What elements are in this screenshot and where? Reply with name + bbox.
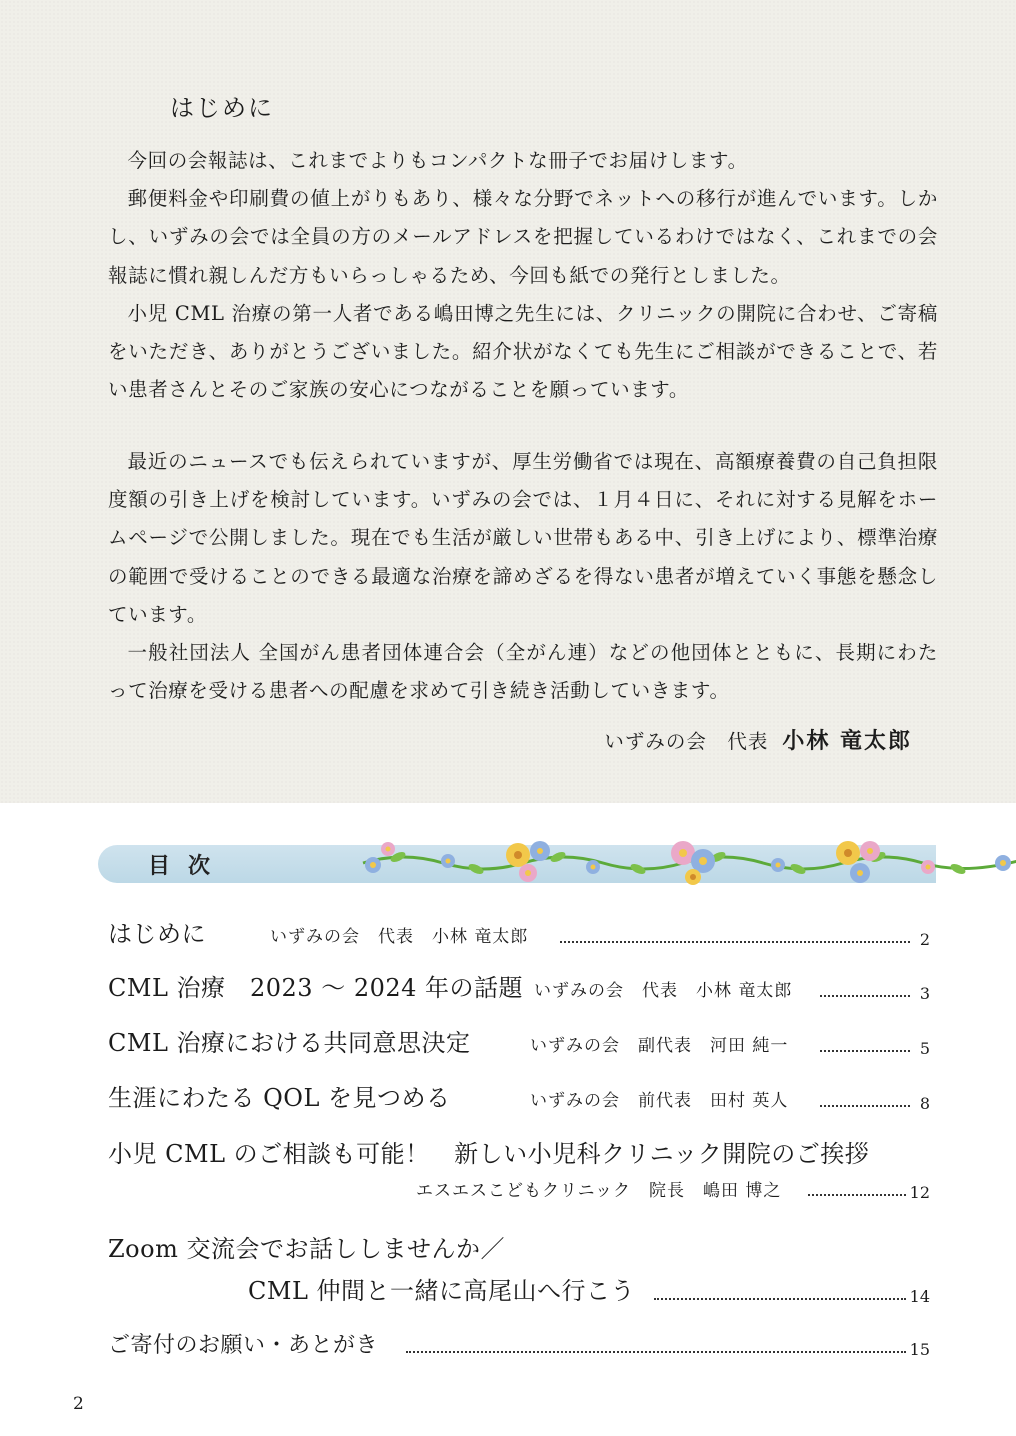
toc-entry-page: 5 xyxy=(919,1039,930,1058)
intro-line: 今回の会報誌は、これまでよりもコンパクトな冊子でお届けします。 xyxy=(127,149,748,172)
toc-entry-page: 8 xyxy=(919,1094,930,1113)
signature-name: 小林 竜太郎 xyxy=(782,728,912,754)
toc-entry-title: CML 治療 2023 ～ 2024 年の話題 xyxy=(108,974,524,1002)
toc-entry[interactable] xyxy=(108,967,930,1007)
intro-line: 小児 CML 治療の第一人者である嶋田博之先生には、クリニックの開院に合わせ、ご寄稿をいただき、ありがとうございました。紹介状がなくても先生にご相談ができることで、若い患者さんとそのご家族の安心につながることを願っています。 xyxy=(108,301,938,402)
flower-vine-decoration xyxy=(358,837,1016,889)
toc-leader-dots xyxy=(820,995,910,997)
toc-leader-dots xyxy=(654,1298,906,1300)
toc-entry[interactable] xyxy=(108,1323,930,1363)
toc-entry[interactable] xyxy=(108,1175,930,1205)
toc-entry-title: Zoom 交流会でお話ししませんか／ xyxy=(108,1235,505,1263)
toc-entry-author: いずみの会 前代表 田村 英人 xyxy=(530,1091,789,1111)
toc-entry-author: いずみの会 代表 小林 竜太郎 xyxy=(534,981,793,1001)
page-number: 2 xyxy=(73,1394,84,1414)
signature-org: いずみの会 代表 xyxy=(604,730,769,753)
toc-entry-author: いずみの会 副代表 河田 純一 xyxy=(530,1036,789,1056)
toc-entry-page: 3 xyxy=(919,984,930,1003)
toc-entry-page: 15 xyxy=(909,1340,930,1359)
toc-entry-page: 12 xyxy=(909,1183,930,1202)
toc-leader-dots xyxy=(560,941,910,943)
toc-entry-title: 小児 CML のご相談も可能！ 新しい小児科クリニック開院のご挨拶 xyxy=(108,1140,870,1168)
toc-entry-author: いずみの会 代表 小林 竜太郎 xyxy=(270,927,529,947)
toc-entry[interactable] xyxy=(108,1270,930,1310)
toc-leader-dots xyxy=(820,1050,910,1052)
toc-entry[interactable] xyxy=(108,913,930,953)
toc-entry-title-line[interactable] xyxy=(108,1133,930,1173)
intro-heading: はじめに xyxy=(170,94,274,122)
toc-entry-title: ご寄付のお願い・あとがき xyxy=(108,1333,379,1358)
intro-line: 最近のニュースでも伝えられていますが、厚生労働省では現在、高額療養費の自己負担限度額の引き上げを検討しています。いずみの会では、１月４日に、それに対する見解をホームページで公開しました。現在でも生活が厳しい世帯もある中、引き上げにより、標準治療の範囲で受けることのできる最適な治療を諦めざるを得ない患者が増えていく事態を懸念しています。 xyxy=(108,450,938,626)
toc-entry-page: 2 xyxy=(919,930,930,949)
toc-leader-dots xyxy=(406,1351,906,1353)
intro-paragraph-1 xyxy=(108,142,938,409)
toc-entry-title: CML 治療における共同意思決定 xyxy=(108,1029,471,1057)
toc-entry[interactable] xyxy=(108,1077,930,1117)
toc-leader-dots xyxy=(808,1194,906,1196)
toc-entry-title-line[interactable] xyxy=(108,1228,930,1268)
toc-title: 目次 xyxy=(148,854,229,879)
signature xyxy=(604,724,912,755)
toc-entry[interactable] xyxy=(108,1022,930,1062)
toc-leader-dots xyxy=(820,1105,910,1107)
intro-line: 一般社団法人 全国がん患者団体連合会（全がん連）などの他団体とともに、長期にわたって治療を受ける患者への配慮を求めて引き続き活動していきます。 xyxy=(108,641,938,703)
toc-header-bar xyxy=(98,845,936,883)
toc-entry-title: 生涯にわたる QOL を見つめる xyxy=(108,1084,451,1112)
toc-entry-author: エスエスこどもクリニック 院長 嶋田 博之 xyxy=(416,1181,782,1201)
toc-entry-title: はじめに xyxy=(108,920,206,948)
intro-line: 郵便料金や印刷費の値上がりもあり、様々な分野でネットへの移行が進んでいます。しかし、いずみの会では全員の方のメールアドレスを把握しているわけではなく、これまでの会報誌に慣れ親しんだ方もいらっしゃるため、今回も紙での発行としました。 xyxy=(108,187,938,287)
toc-entry-title-continued: CML 仲間と一緒に高尾山へ行こう xyxy=(248,1277,636,1305)
intro-paragraph-2 xyxy=(108,443,938,710)
toc-entry-page: 14 xyxy=(909,1287,930,1306)
